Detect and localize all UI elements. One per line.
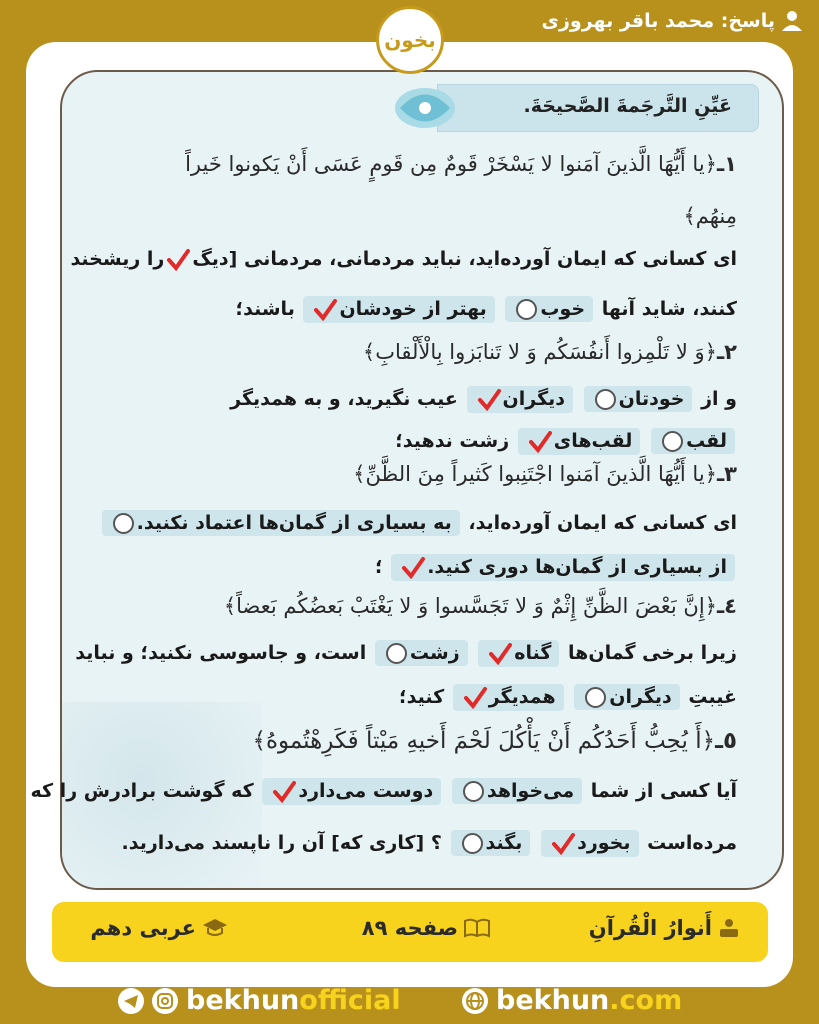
q5-number: ٥ـ xyxy=(715,728,737,754)
q3-text-a: ای کسانی که ایمان آورده‌اید، xyxy=(468,512,737,534)
q4-text-c: غیبتِ xyxy=(688,686,737,708)
reader-icon xyxy=(718,918,740,938)
q4-translation-line1 xyxy=(75,640,737,667)
q1-translation-line1 xyxy=(70,248,737,271)
checkmark-icon xyxy=(551,833,575,855)
q5-ayah xyxy=(252,728,737,754)
answerer-credit xyxy=(542,10,803,32)
footer-page-number: صفحه ٨٩ xyxy=(361,916,458,940)
q4-option-b[interactable] xyxy=(375,640,468,666)
radio-circle-icon[interactable] xyxy=(516,299,537,320)
q4-option-a-label: گناه xyxy=(514,642,552,664)
footer-page xyxy=(362,916,490,940)
radio-circle-icon[interactable] xyxy=(463,781,484,802)
exercise-header xyxy=(437,84,759,132)
q4-option-d-label: همدیگر xyxy=(488,686,556,708)
footer-grade-label: عربی دهم xyxy=(90,916,196,940)
footer-book xyxy=(589,916,740,940)
footer-grade xyxy=(90,916,228,940)
q2-option-a-label: خودتان xyxy=(618,388,685,410)
q5-option-b-label: دوست می‌دارد xyxy=(298,780,434,802)
q2-ayah-text: ﴿وَ لا تَلْمِزوا أَنفُسَكُم وَ لا تَنابَزوا بِالْأَلْقابِ﴾ xyxy=(362,340,717,364)
telegram-icon[interactable] xyxy=(118,988,144,1014)
website-highlight: .com xyxy=(609,985,683,1016)
q1-number: ١ـ xyxy=(716,152,737,176)
answerer-label: پاسخ: محمد باقر بهروزی xyxy=(541,10,775,32)
q5-translation-line2 xyxy=(122,830,737,857)
q5-option-a-label: می‌خواهد xyxy=(486,780,575,802)
q3-translation-line2 xyxy=(375,554,737,581)
q2-option-b[interactable] xyxy=(467,386,573,413)
checkmark-icon xyxy=(488,643,512,665)
website-text xyxy=(496,985,682,1016)
exercise-title: عَيِّنِ التَّرجَمةَ الصَّحيحَةَ. xyxy=(523,95,732,117)
q5-text-b: که گوشت برادرش را که xyxy=(30,780,254,802)
q1-text-c: کنند، شاید آنها xyxy=(601,298,737,320)
graduation-cap-icon xyxy=(202,918,228,938)
q4-text-a: زیرا برخی گمان‌ها xyxy=(568,642,737,664)
q5-ayah-text: ﴿أَ يُحِبُّ أَحَدُكُم أَنْ يَأْكُلَ لَحْمَ أَخيهِ مَيْتاً فَكَرِهْتُموهُ﴾ xyxy=(252,728,716,754)
book-footer xyxy=(52,902,768,962)
q2-translation-line2 xyxy=(395,428,737,455)
logo-text: بخون xyxy=(384,28,436,52)
radio-circle-icon[interactable] xyxy=(462,833,483,854)
website-main: bekhun xyxy=(496,985,610,1016)
q4-number: ٤ـ xyxy=(716,594,737,618)
bottom-bar xyxy=(0,985,819,1024)
ornament-icon xyxy=(390,81,460,135)
q1-text-a: ای کسانی که ایمان آورده‌اید، نباید مردمانی، مردمانی [دیگ xyxy=(192,248,737,270)
q5-option-a[interactable] xyxy=(452,778,582,804)
q1-ayah-text: ﴿يا أَيُّهَا الَّذينَ آمَنوا لا يَسْخَرْ قَومٌ مِن قَومٍ عَسَى أَنْ يَكونوا خَيراً xyxy=(185,152,717,176)
q1-translation-line2 xyxy=(236,296,737,323)
brand-logo[interactable] xyxy=(376,6,444,74)
q5-text-a: آیا کسی از شما xyxy=(590,780,737,802)
q3-option-a[interactable] xyxy=(102,510,460,536)
q3-option-b-label: از بسیاری از گمان‌ها دوری کنید. xyxy=(427,556,727,578)
handle-main: bekhun xyxy=(186,985,300,1016)
q4-option-b-label: زشت xyxy=(409,642,460,664)
q3-option-b[interactable] xyxy=(391,554,735,581)
q4-text-d: کنید؛ xyxy=(399,686,445,708)
q4-ayah-text: ﴿إِنَّ بَعْضَ الظَّنِّ إِثْمٌ وَ لا تَجَسَّسوا وَ لا يَغْتَبْ بَعضُكُم بَعضاً﴾ xyxy=(223,594,717,618)
footer-book-title: أَنوارُ الْقُرآنِ xyxy=(588,916,712,940)
q1-option-b[interactable] xyxy=(303,296,494,323)
q2-ayah xyxy=(363,340,737,364)
q1-option-a-label: خوب xyxy=(540,298,586,320)
q5-option-c-label: بخورد xyxy=(577,832,631,854)
q1-ayah-line2: مِنهُم﴾ xyxy=(683,204,737,228)
q4-option-d[interactable] xyxy=(453,684,564,711)
q4-option-a[interactable] xyxy=(478,640,559,667)
q2-option-a[interactable] xyxy=(584,386,693,412)
checkmark-icon xyxy=(477,389,501,411)
handle-text xyxy=(186,985,401,1016)
q3-text-b: ؛ xyxy=(374,556,383,578)
checkmark-icon xyxy=(528,431,552,453)
q5-option-c[interactable] xyxy=(541,830,638,857)
q4-text-b: است، و جاسوسی نکنید؛ و نباید xyxy=(75,642,367,664)
q5-text-d: ؟ [کاری که] آن را ناپسند می‌دارید. xyxy=(121,832,442,854)
q1-option-b-label: بهتر از خودشان xyxy=(339,298,487,320)
checkmark-icon xyxy=(401,557,425,579)
q2-text-b: عیب نگیرید، و به همدیگر xyxy=(230,388,458,410)
person-icon xyxy=(781,10,803,32)
q5-option-d[interactable] xyxy=(451,830,531,856)
q3-translation-line1 xyxy=(100,510,737,536)
q5-option-d-label: بگند xyxy=(485,832,523,854)
q3-number: ٣ـ xyxy=(716,462,737,486)
instagram-icon[interactable] xyxy=(152,988,178,1014)
checkmark-icon xyxy=(272,781,296,803)
open-book-icon xyxy=(464,918,490,938)
q1-text-d: باشند؛ xyxy=(235,298,295,320)
handle-highlight: official xyxy=(299,985,401,1016)
q2-option-c-label: لقب xyxy=(686,430,727,452)
q2-text-a: و از xyxy=(701,388,737,410)
radio-circle-icon[interactable] xyxy=(595,389,616,410)
q2-option-d-label: لقب‌های xyxy=(553,430,633,452)
q1-text-b: را ریشخند xyxy=(70,248,165,270)
radio-circle-icon[interactable] xyxy=(585,687,606,708)
social-handle[interactable] xyxy=(118,985,401,1016)
q4-ayah xyxy=(224,594,737,618)
q1-option-a[interactable] xyxy=(505,296,593,322)
q2-text-c: زشت ندهید؛ xyxy=(395,430,510,452)
q2-option-b-label: دیگران xyxy=(502,388,566,410)
q4-option-c[interactable] xyxy=(574,684,679,710)
q3-ayah xyxy=(353,462,737,486)
radio-circle-icon[interactable] xyxy=(662,431,683,452)
q5-text-c: مرده‌است xyxy=(647,832,737,854)
q4-option-c-label: دیگران xyxy=(609,686,672,708)
q2-option-c[interactable] xyxy=(651,428,735,454)
q2-number: ٢ـ xyxy=(716,340,737,364)
q3-ayah-text: ﴿يا أَيُّهَا الَّذينَ آمَنوا اجْتَنِبوا كَثيراً مِنَ الظَّنِّ﴾ xyxy=(353,462,717,486)
q5-translation-line1 xyxy=(31,778,738,805)
q3-option-a-label: به بسیاری از گمان‌ها اعتماد نکنید. xyxy=(136,512,452,534)
website-link[interactable] xyxy=(462,985,682,1016)
q5-option-b[interactable] xyxy=(262,778,441,805)
q4-translation-line2 xyxy=(399,684,737,711)
radio-circle-icon[interactable] xyxy=(113,513,134,534)
q1-ayah-line1 xyxy=(185,152,737,176)
radio-circle-icon[interactable] xyxy=(386,643,407,664)
checkmark-icon xyxy=(313,299,337,321)
checkmark-icon xyxy=(166,249,190,271)
q2-option-d[interactable] xyxy=(518,428,641,455)
globe-icon xyxy=(462,988,488,1014)
q2-translation-line1 xyxy=(230,386,737,413)
checkmark-icon xyxy=(463,687,487,709)
